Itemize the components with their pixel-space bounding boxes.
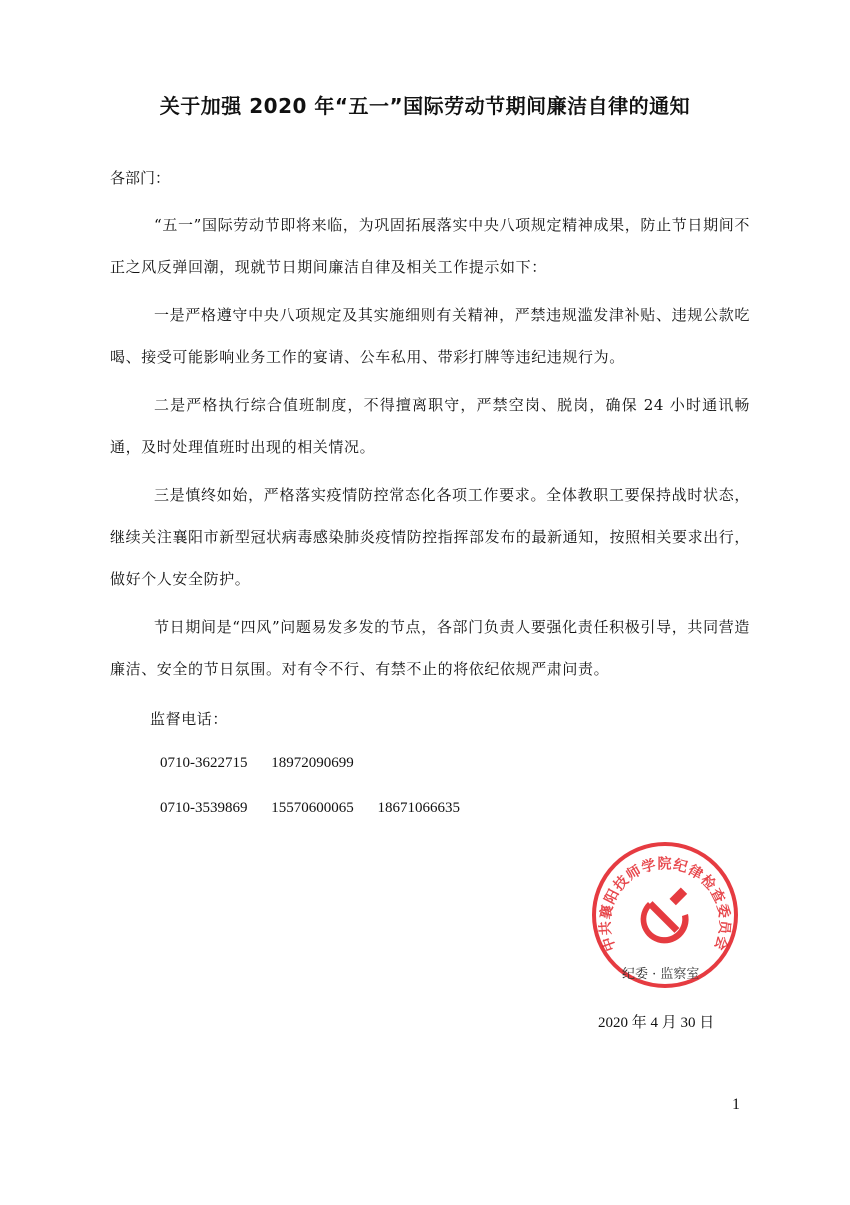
page-number: 1 (732, 1096, 740, 1113)
paragraph-item-three: 三是慎终如始，严格落实疫情防控常态化各项工作要求。全体教职工要保持战时状态，继续关注襄阳市新型冠状病毒感染肺炎疫情防控指挥部发布的最新通知，按照相关要求出行，做好个人安全防护。 (110, 486, 750, 588)
hammer-sickle-icon (641, 888, 689, 944)
paragraph-item-one: 一是严格遵守中央八项规定及其实施细则有关精神，严禁违规滥发津补贴、违规公款吃喝、接受可能影响业务工作的宴请、公车私用、带彩打牌等违纪违规行为。 (110, 306, 750, 366)
issuer-unit: 纪委 · 监察室 (622, 967, 700, 982)
paragraph-closing: 节日期间是“四风”问题易发多发的节点，各部门负责人要强化责任积极引导，共同营造廉洁、安全的节日氛围。对有令不行、有禁不止的将依纪依规严肃问责。 (110, 618, 750, 678)
document-title: 关于加强 2020 年“五一”国际劳动节期间廉洁自律的通知 (159, 94, 691, 118)
phone-number: 0710-3539869 (160, 800, 248, 816)
phone-number: 0710-3622715 (160, 755, 248, 771)
phone-number: 18972090699 (271, 755, 354, 771)
document-date: 2020 年 4 月 30 日 (598, 1015, 715, 1031)
paragraph-intro: “五一”国际劳动节即将来临，为巩固拓展落实中央八项规定精神成果，防止节日期间不正之风反弹回潮，现就节日期间廉洁自律及相关工作提示如下： (110, 216, 750, 276)
hotline-label: 监督电话： (150, 710, 229, 728)
phone-line (160, 752, 374, 774)
phone-line (160, 797, 480, 819)
salutation: 各部门： (110, 169, 171, 187)
paragraph-item-two: 二是严格执行综合值班制度，不得擅离职守，严禁空岗、脱岗，确保 24 小时通讯畅通，及时处理值班时出现的相关情况。 (110, 396, 750, 456)
seal-ring-text: 中共襄阳技师学院纪律检查委员会 (597, 856, 733, 954)
phone-number: 15570600065 (271, 800, 354, 816)
phone-number: 18671066635 (377, 800, 460, 816)
